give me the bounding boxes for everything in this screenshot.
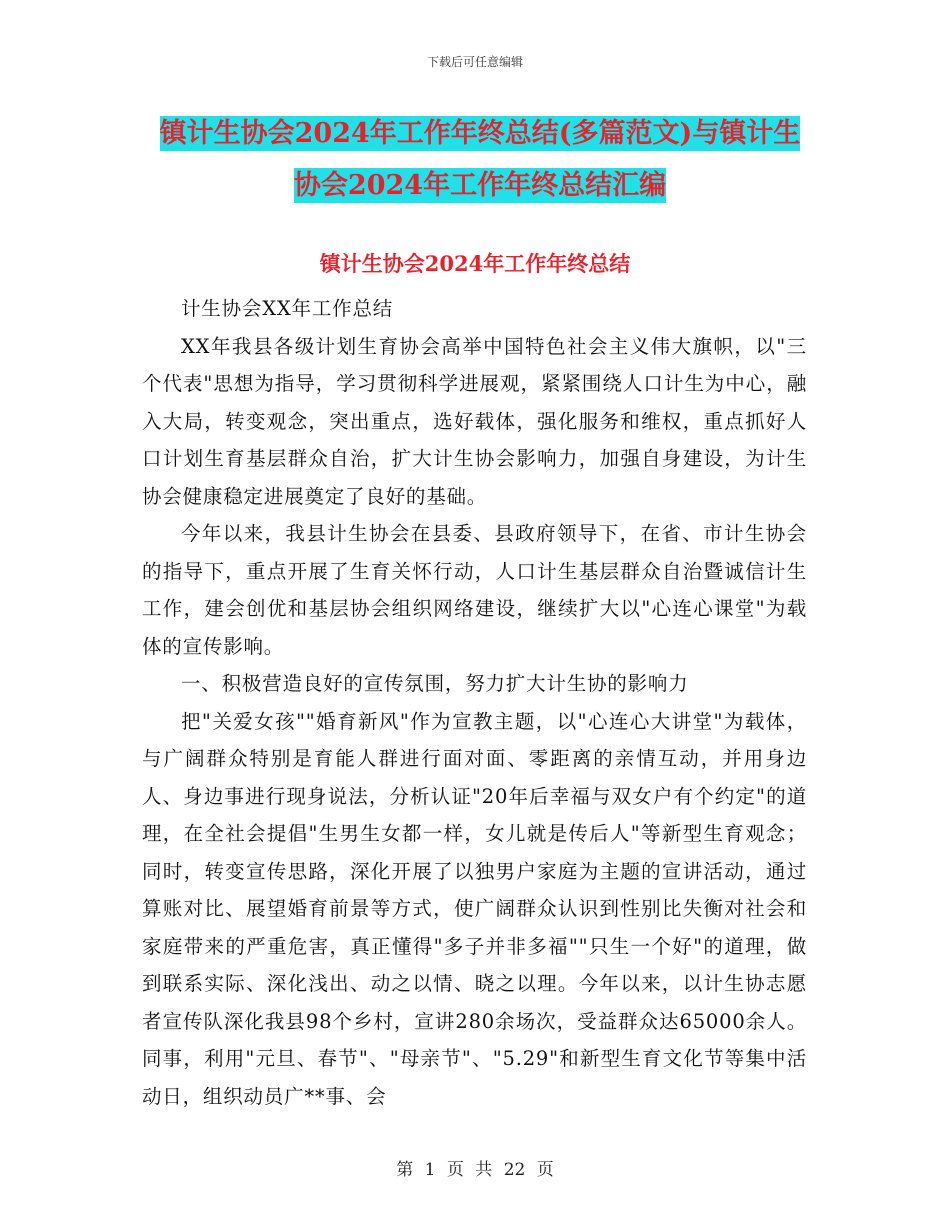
- paragraph-subtitle: 计生协会XX年工作总结: [181, 297, 394, 320]
- paragraph: 把"关爱女孩""婚育新风"作为宣教主题，以"心连心大讲堂"为载体，与广阔群众特别是育能人群进行面对面、零距离的亲情互动，并用身边人、身边事进行现身说法，分析认证"20年后幸福与双女户有个约定"的道理，在全社会提倡"生男生女都一样，女儿就是传后人"等新型生育观念；同时，转变宣传思路，深化开展了以独男户家庭为主题的宣讲活动，通过算账对比、展望婚育前景等方式，使广阔群众认识到性别比失衡对社会和家庭带来的严重危害，真正懂得"多子并非多福""只生一个好"的道理，做到联系实际、深化浅出、动之以情、晓之以理。今年以来，以计生协志愿者宣传队深化我县98个乡村，宣讲280余场次，受益群众达65000余人。同事，利用"元旦、春节"、"母亲节"、"5.29"和新型生育文化节等集中活动日，组织动员广**事、会: [142, 709, 807, 1108]
- document-title: [130, 108, 830, 212]
- paragraph: XX年我县各级计划生育协会高举中国特色社会主义伟大旗帜，以"三个代表"思想为指导，学习贯彻科学进展观，紧紧围绕人口计生为中心，融入大局，转变观念，突出重点，选好载体，强化服务和维权，重点抓好人口计划生育基层群众自治，扩大计生协会影响力，加强自身建设，为计生协会健康稳定进展奠定了良好的基础。: [142, 334, 807, 508]
- paragraph-heading: 一、积极营造良好的宣传氛围，努力扩大计生协的影响力: [181, 672, 689, 695]
- page-header-note: 下载后可任意编辑: [426, 55, 523, 69]
- section-title: 镇计生协会2024年工作年终总结: [319, 251, 631, 276]
- document-title-line-1: 镇计生协会2024年工作年终总结(多篇范文)与镇计生: [159, 118, 801, 149]
- document-body: [142, 290, 807, 1115]
- paragraph: 今年以来，我县计生协会在县委、县政府领导下，在省、市计生协会的指导下，重点开展了生育关怀行动，人口计生基层群众自治暨诚信计生工作，建会创优和基层协会组织网络建设，继续扩大以"心连心课堂"为载体的宣传影响。: [142, 522, 807, 658]
- page-number: 第 1 页 共 22 页: [396, 1160, 554, 1180]
- document-title-line-2: 协会2024年工作年终总结汇编: [293, 170, 667, 201]
